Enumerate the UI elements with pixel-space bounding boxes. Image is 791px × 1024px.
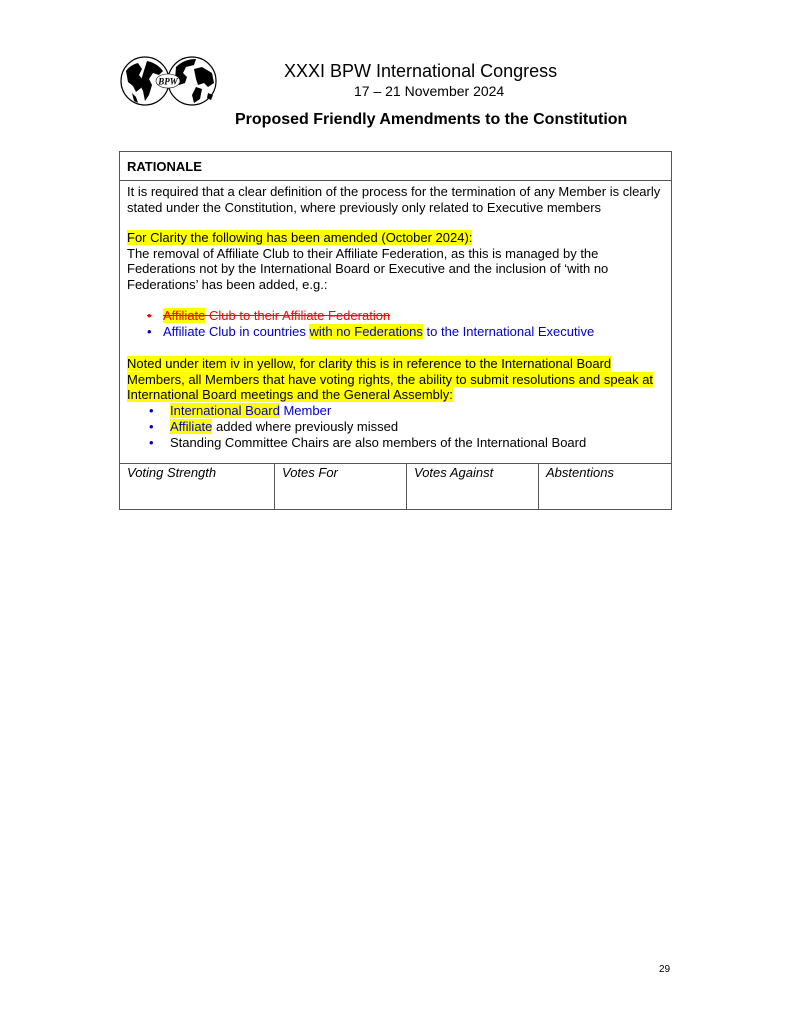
votes-for-cell: Votes For	[275, 463, 407, 509]
rationale-heading: RATIONALE	[120, 152, 672, 181]
page-number: 29	[659, 964, 671, 975]
rationale-intro: It is required that a clear definition of the process for the termination of any Member is clearly stated under the Constitution, where previously only related to Executive members	[127, 184, 661, 215]
document-subtitle: Proposed Friendly Amendments to the Constitution	[235, 111, 628, 128]
clarity-text: The removal of Affiliate Club to their Affiliate Federation, as this is managed by the Federations not by the International Board or Executive and the inclusion of ‘with no Federations’ has been added, e.g.:	[127, 245, 609, 292]
amendment-list	[127, 308, 665, 340]
noted-text: Noted under item iv in yellow, for clarity this is in reference to the International Board Members, all Members that have voting rights, the ability to submit resolutions and speak at International Board meetings and the General Assembly:	[127, 356, 654, 402]
rationale-table	[119, 151, 672, 510]
list-item: • International Board Member	[127, 403, 665, 419]
list-item: • Affiliate Club to their Affiliate Federation	[127, 308, 665, 324]
list-item: • Standing Committee Chairs are also members of the International Board	[127, 435, 665, 451]
logo-text: BPW	[158, 76, 178, 87]
votes-against-cell: Votes Against	[407, 463, 539, 509]
abstentions-cell: Abstentions	[539, 463, 672, 509]
congress-dates: 17 – 21 November 2024	[354, 83, 505, 99]
bpw-globe-logo	[120, 55, 218, 107]
congress-title: XXXI BPW International Congress	[284, 61, 558, 81]
voting-strength-cell: Voting Strength	[120, 463, 275, 509]
list-item: • Affiliate added where previously missed	[127, 419, 665, 435]
clarity-heading: For Clarity the following has been amended (October 2024):	[127, 230, 473, 245]
list-item: • Affiliate Club in countries with no Federations to the International Executive	[127, 324, 665, 340]
board-member-list	[127, 403, 665, 451]
rationale-body	[120, 181, 672, 464]
